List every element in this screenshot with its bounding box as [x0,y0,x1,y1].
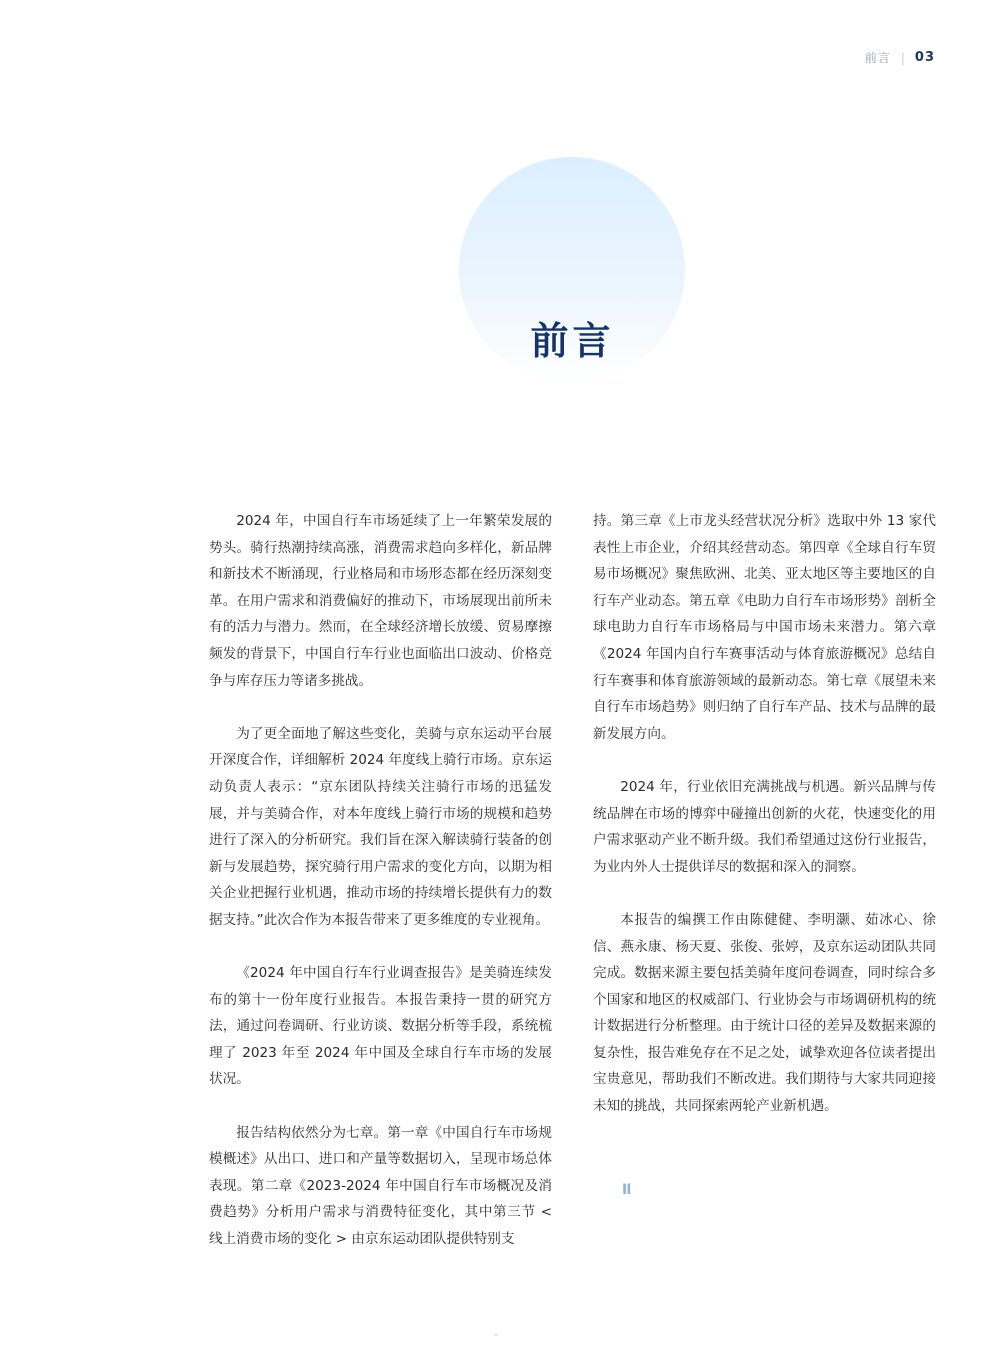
footer-mark [494,1334,498,1336]
closing-quote-icon: II [622,1182,631,1198]
paragraph: 本报告的编撰工作由陈健健、李明灏、茹冰心、徐信、燕永康、杨天夏、张俊、张婷，及京东运动团队共同完成。数据来源主要包括美骑年度问卷调查，同时综合多个国家和地区的权威部门、行业协会与市场调研机构的统计数据进行分析整理。由于统计口径的差异及数据来源的复杂性，报告难免存在不足之处，诚挚欢迎各位读者提出宝贵意见，帮助我们不断改进。我们期待与大家共同迎接未知的挑战，共同探索两轮产业新机遇。 [593,911,936,1115]
header-separator: | [900,50,905,65]
page-header [865,49,935,66]
header-section-name: 前言 [864,51,891,65]
paragraph: 2024 年，中国自行车市场延续了上一年繁荣发展的势头。骑行热潮持续高涨，消费需求趋向多样化，新品牌和新技术不断涌现，行业格局和市场形态都在经历深刻变革。在用户需求和消费偏好的推动下，市场展现出前所未有的活力与潜力。然而，在全球经济增长放缓、贸易摩擦频发的背景下，中国自行车行业也面临出口波动、价格竞争与库存压力等诸多挑战。 [209,513,552,689]
right-column [593,508,936,1146]
paragraph: 2024 年，行业依旧充满挑战与机遇。新兴品牌与传统品牌在市场的博弈中碰撞出创新的火花，快速变化的用户需求驱动产业不断升级。我们希望通过这份行业报告，为业内外人士提供详尽的数据和深入的洞察。 [593,778,936,875]
paragraph: 为了更全面地了解这些变化，美骑与京东运动平台展开深度合作，详细解析 2024 年度线上骑行市场。京东运动负责人表示：“京东团队持续关注骑行市场的迅猛发展，并与美骑合作，对本年度线上骑行市场的规模和趋势进行了深入的分析研究。我们旨在深入解读骑行装备的创新与发展趋势，探究骑行用户需求的变化方向，以期为相关企业把握行业机遇，推动市场的持续增长提供有力的数据支持。”此次合作为本报告带来了更多维度的专业视角。 [209,725,552,928]
page-title: 前言 [530,319,615,363]
paragraph-continuation: 持。第三章《上市龙头经营状况分析》选取中外 13 家代表性上市企业，介绍其经营动态。第四章《全球自行车贸易市场概况》聚焦欧洲、北美、亚太地区等主要地区的自行车产业动态。第五章《电助力自行车市场形势》剖析全球电助力自行车市场格局与中国市场未来潜力。第六章《2024 年国内自行车赛事活动与体育旅游概况》总结自行车赛事和体育旅游领域的最新动态。第七章《展望未来自行车市场趋势》则归纳了自行车产品、技术与品牌的最新发展方向。 [593,513,936,742]
page-number: 03 [914,50,935,65]
left-column [209,508,552,1279]
paragraph: 《2024 年中国自行车行业调查报告》是美骑连续发布的第十一份年度行业报告。本报告秉持一贯的研究方法，通过问卷调研、行业访谈、数据分析等手段，系统梳理了 2023 年至 2024 年中国及全球自行车市场的发展状况。 [209,965,552,1088]
paragraph: 报告结构依然分为七章。第一章《中国自行车市场规模概述》从出口、进口和产量等数据切入，呈现市场总体表现。第二章《2023-2024 年中国自行车市场概况及消费趋势》分析用户需求与消费特征变化，其中第三节 < 线上消费市场的变化 > 由京东运动团队提供特别支 [209,1124,552,1248]
